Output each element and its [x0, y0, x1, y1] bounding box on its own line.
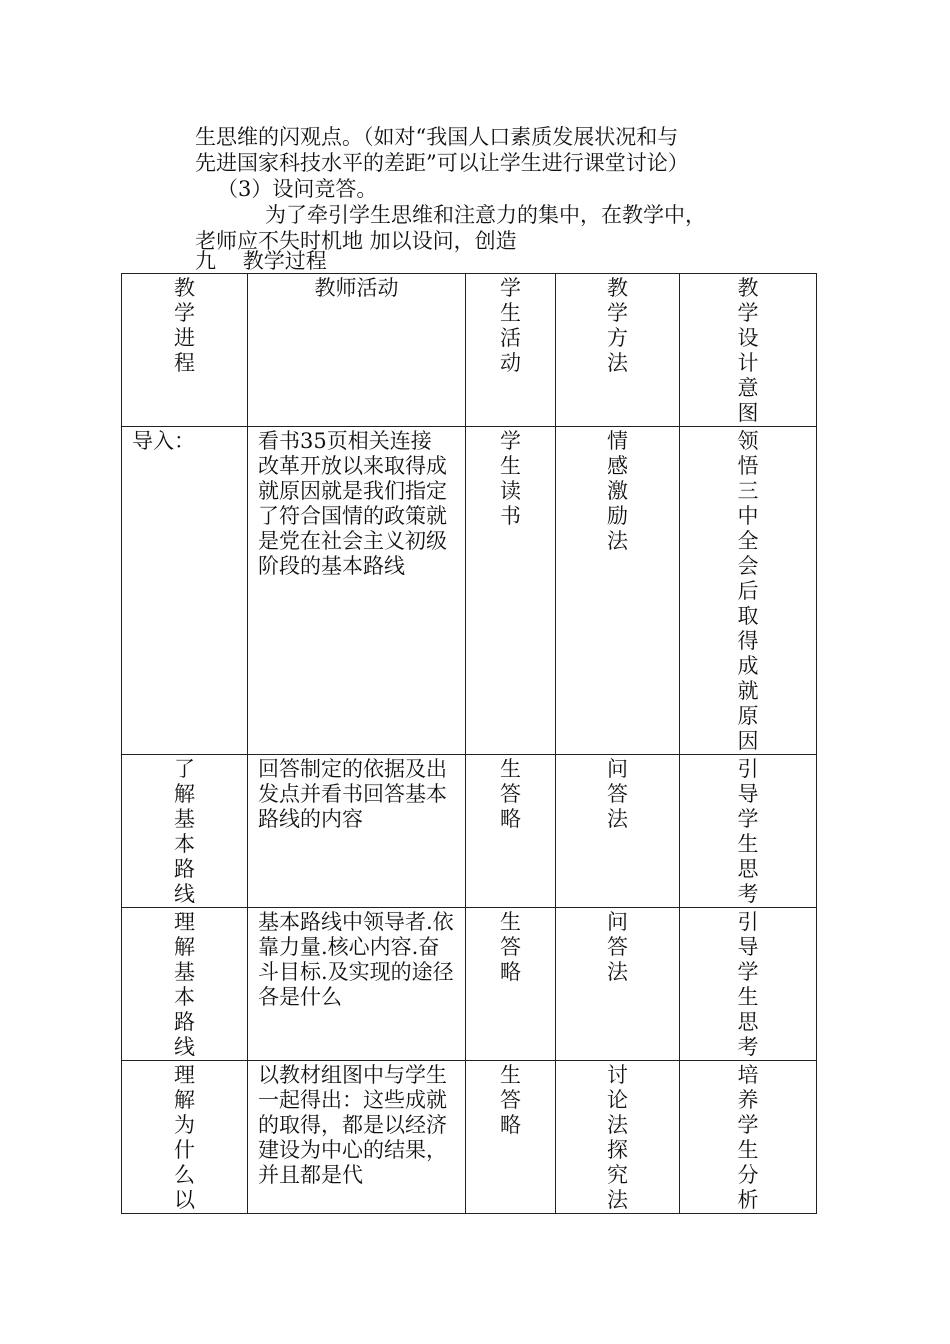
- teacher-activity: 基本路线中领导者.依靠力量.核心内容.奋斗目标.及实现的途径各是什么: [258, 910, 454, 1009]
- header-teacher: 教师活动: [314, 276, 399, 300]
- intro-line-1: 生思维的闪观点。（如对“我国人口素质发展状况和与: [195, 125, 679, 149]
- header-method: 教学方法: [607, 276, 628, 375]
- stage-cell: [122, 427, 248, 755]
- header-student: 学生活动: [500, 276, 521, 375]
- header-student-cell: [466, 274, 556, 427]
- method-cell: [556, 427, 680, 755]
- teacher-cell: [248, 1061, 466, 1214]
- stage-label: 导入：: [132, 429, 195, 453]
- header-teacher-cell: [248, 274, 466, 427]
- method-cell: [556, 908, 680, 1061]
- header-stage: 教学进程: [174, 276, 195, 375]
- student-activity: 学生读书: [500, 429, 521, 528]
- intro-line-2: 先进国家科技水平的差距”可以让学生进行课堂讨论）: [195, 151, 689, 175]
- teacher-cell: [248, 908, 466, 1061]
- student-cell: [466, 908, 556, 1061]
- section-title: 九 教学过程: [195, 249, 327, 273]
- header-intent: 教学设计意图: [737, 276, 759, 425]
- teacher-activity: 以教材组图中与学生一起得出：这些成就的取得，都是以经济建设为中心的结果，并且都是代: [258, 1063, 447, 1187]
- teaching-method: 问答法: [607, 757, 628, 831]
- stage-cell: [122, 1061, 248, 1214]
- stage-label: 理解基本路线: [174, 910, 195, 1059]
- table-row: [122, 908, 817, 1061]
- stage-cell: [122, 908, 248, 1061]
- intro-line-4: 为了牵引学生思维和注意力的集中，在教学中，: [265, 203, 706, 227]
- intent-cell: [680, 755, 817, 908]
- teaching-method: 讨论法探究法: [607, 1063, 628, 1212]
- intro-line-3: （3）设问竞答。: [217, 177, 378, 201]
- intro-line-5: 老师应不失时机地 加以设问，创造: [195, 229, 517, 253]
- student-cell: [466, 1061, 556, 1214]
- student-cell: [466, 755, 556, 908]
- student-cell: [466, 427, 556, 755]
- design-intent: 引导学生思考: [737, 910, 759, 1059]
- student-activity: 生答略: [500, 1063, 521, 1137]
- table-row: [122, 427, 817, 755]
- teacher-activity: 回答制定的依据及出发点并看书回答基本路线的内容: [258, 757, 447, 831]
- table-row: [122, 755, 817, 908]
- header-stage-cell: [122, 274, 248, 427]
- teaching-method: 问答法: [607, 910, 628, 984]
- table-row: [122, 1061, 817, 1214]
- stage-label: 了解基本路线: [174, 757, 195, 906]
- stage-label: 理解为什么以: [174, 1063, 195, 1212]
- teaching-process-table: [121, 273, 817, 1214]
- intent-cell: [680, 1061, 817, 1214]
- intent-cell: [680, 427, 817, 755]
- stage-cell: [122, 755, 248, 908]
- header-method-cell: [556, 274, 680, 427]
- method-cell: [556, 1061, 680, 1214]
- design-intent: 培养学生分析: [737, 1063, 759, 1212]
- design-intent: 领悟三中全会后取得成就原因: [737, 429, 759, 753]
- method-cell: [556, 755, 680, 908]
- student-activity: 生答略: [500, 910, 521, 984]
- teacher-cell: [248, 755, 466, 908]
- student-activity: 生答略: [500, 757, 521, 831]
- header-intent-cell: [680, 274, 817, 427]
- teaching-method: 情感激励法: [607, 429, 628, 553]
- table-header-row: [122, 274, 817, 427]
- intent-cell: [680, 908, 817, 1061]
- design-intent: 引导学生思考: [737, 757, 759, 906]
- teacher-cell: [248, 427, 466, 755]
- teacher-activity: 看书35页相关连接 改革开放以来取得成就原因就是我们指定了符合国情的政策就是党在社会主义初级阶段的基本路线: [258, 429, 447, 578]
